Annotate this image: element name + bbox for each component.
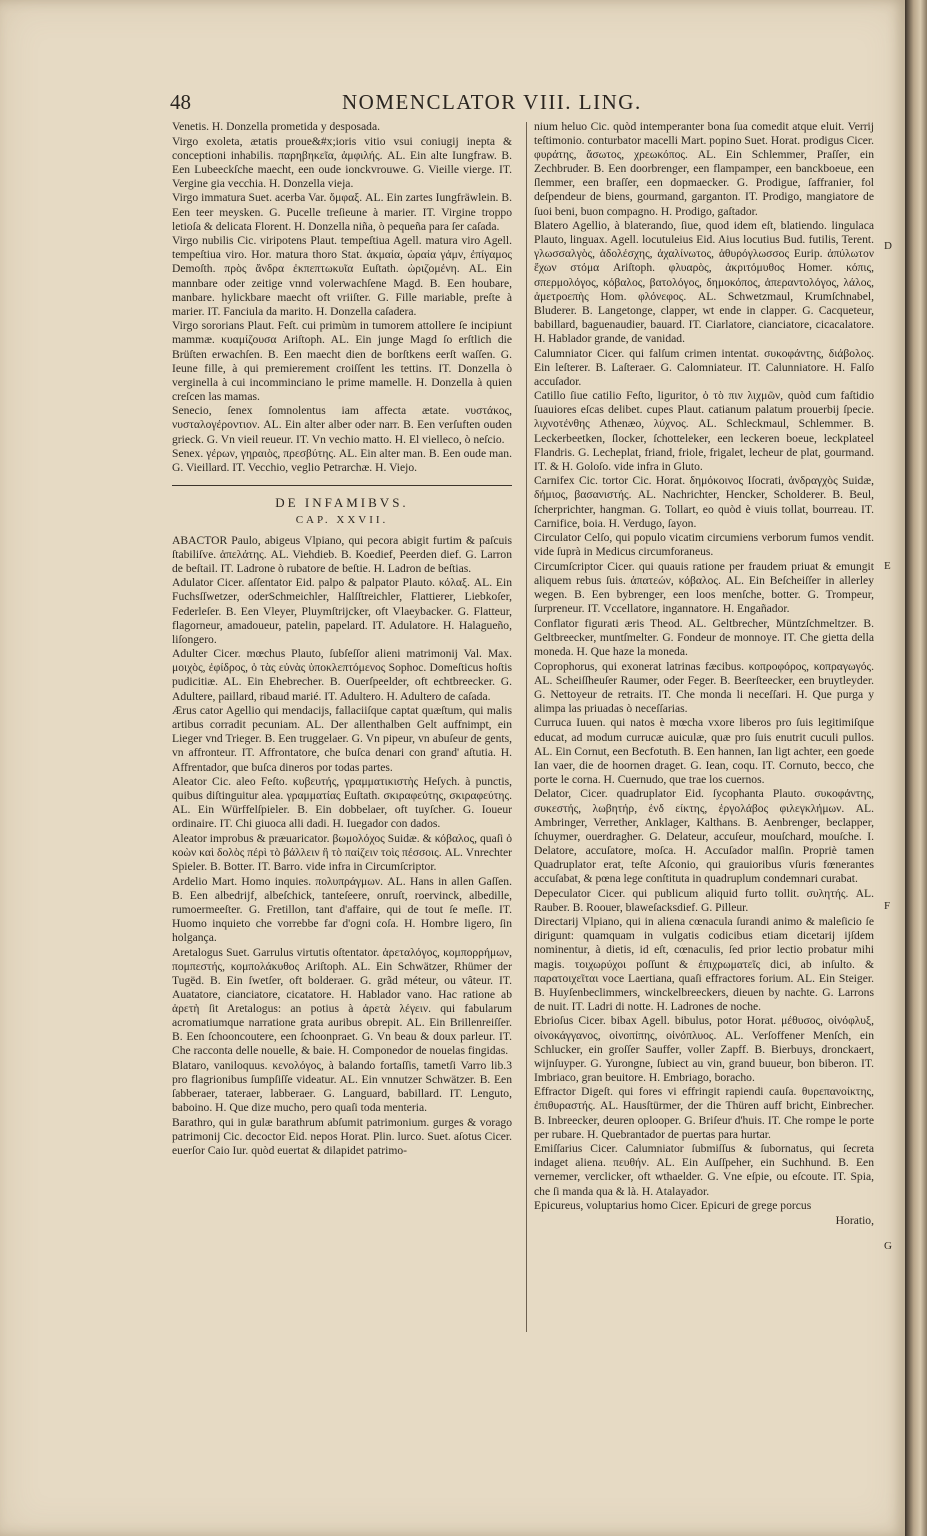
dictionary-entry: Aretalogus Suet. Garrulus virtutis oſtentator. ἀρεταλόγος, κομπορρήμων, πομπεστής, κομπολάκυθος Ariſtoph. AL. Ein Schwätzer, Rhümer der Tugëd. B. Ein ſwetſer, oft bolderaer. G. grãd méteur, ou vâteur. IT. Auatatore, cianciatore, cicatatore. H. Hablador vano. Hac ratione ab ἀρετὴ ſit Aretalogus: an potius à ἀρετὰ λέγειν. qui fabularum acromatiumque narratione grata auribus obrepit. AL. Ein Brillenreiſſer. B. Een ſchooncoutere, een ſchoonpraet. G. Vn beau & doux parleur. IT. Che racconta delle nouelle, & baie. H. Componedor de nouelas fingidas. xyxy=(172,945,512,1058)
dictionary-entry: Conflator figurati æris Theod. AL. Geltbrecher, Müntzſchmeltzer. B. Geltbreecker, muntſmelter. G. Fondeur de monnoye. IT. Che gietta della moneda. H. Que haze la moneda. xyxy=(534,616,874,658)
left-column xyxy=(172,120,512,1159)
section-rule xyxy=(172,485,512,486)
dictionary-entry: Ardelio Mart. Homo inquies. πολυπράγμων. AL. Hans in allen Gaſſen. B. Een albedrijf, albeſchick, tanteſeere, onruſt, roervinck, albedille, rumoermeeſter. G. Fretillon, tant d'affaire, qui de tout ſe meſle. IT. Huomo inquieto che vorrebbe far d'ogni coſa. H. Hombre ligero, ſin holgança. xyxy=(172,874,512,945)
dictionary-entry: Circumſcriptor Cicer. qui quauis ratione per fraudem priuat & emungit aliquem rebus ſuis. ἀπατεών, κόβαλος. AL. Ein Beſcheiſſer in allerley wegen. B. Een bybrenger, een loos menſche, botter. G. Trompeur, ſurpreneur. IT. Vccellatore, ingannatore. H. Engañador. xyxy=(534,559,874,616)
dictionary-entry: Aleator improbus & præuaricator. βωμολόχος Suidæ. & κόβαλος, quaſi ὁ κοὼν καὶ δολὸς πέρὶ τὸ βάλλειν ἢ τὸ παίζειν τοὶς πέσσοις. AL. Vnrechter Spieler. B. Botter. IT. Barro. vide infra in Circumſcriptor. xyxy=(172,832,512,874)
dictionary-entry: nium heluo Cic. quòd intemperanter bona ſua comedit atque eluit. Verrij teſtimonio. conturbator macelli Mart. popino Suet. Horat. prodigus Cicer. φυράτης, ἄσωτος, χρεωκόπος. AL. Ein Schlemmer, Praſſer, ein Zechbruder. B. Een doorbrenger, een flampamper, een banckboeue, een ſlemmer, een braſſer, een dopmaecker. G. Prodigue, ſaffranier, fol deſpendeur de biens, gourmand, garganton. IT. Prodigo, mangiatore de ſuoi beni, buon compagno. H. Prodigo, gaſtador. xyxy=(534,120,874,218)
dictionary-entry: Virgo nubilis Cic. viripotens Plaut. tempeſtiua Agell. matura viro Agell. tempeſtiua viro. Hor. matura thoro Stat. ἀκμαία, ὡραία γάμν, ἐπίγαμος Demoſth. πρὸς ἄνδρα ἐκπεπτωκυῖα Euſtath. ὡριζομένη. AL. Ein mannbare oder zeitige vnnd volerwachſene Magd. B. Een houbare, manbare. hylickbare maecht oft vriiſter. G. Fille mariable, preſte à marier. IT. Fanciula da marito. H. Donzella caſadera. xyxy=(172,234,512,318)
dictionary-entry: Epicureus, voluptarius homo Cicer. Epicuri de grege porcus xyxy=(534,1199,812,1213)
running-title: NOMENCLATOR VIII. LING. xyxy=(342,90,642,114)
dictionary-entry: Adulter Cicer. mœchus Plauto, ſubſeſſor alieni matrimonij Val. Max. μοιχὸς, ἐφίδρος, ὁ τὰς εὐνὰς ὑποκλεπτόμενος Sophoc. Domeſticus hoſtis pudicitiæ. AL. Ein Ehebrecher. B. Ouerſpeelder, oft echtbreecker. G. Adultere, paillard, ribaud marié. IT. Adultero. H. Adultero de caſada. xyxy=(172,647,512,703)
dictionary-entry: Adulator Cicer. aſſentator Eid. palpo & palpator Plauto. κόλαξ. AL. Ein Fuchsſſwetzer, oderSchmeichler, Halſſtreichler, Flattierer, Liebkoſer, Federleſer. B. Een Vleyer, Pluymſtrijcker, oft Vlaeybacker. G. Flatteur, flagorneur, amadoueur, patelin, papelard. IT. Adulatore. H. Halagueño, liſongero. xyxy=(172,576,512,646)
margin-letter: E xyxy=(884,560,891,572)
dictionary-entry: Emiſſarius Cicer. Calumniator ſubmiſſus & ſubornatus, qui ſecreta indaget aliena. πευθήν. AL. Ein Auſſpeher, ein Suchhund. B. Een vernemer, verclicker, oft wthaelder. G. Vne eſpie, ou eſcoute. IT. Spia, che ſi manda qua & là. H. Atalayador. xyxy=(534,1142,874,1198)
dictionary-entry: Ebrioſus Cicer. bibax Agell. bibulus, potor Horat. μέθυσος, οἰνόφλυξ, οἰνοκάγγανος, οἰνοπίπης, οἰνόπλυος. AL. Verſoffener Menſch, ein Schlucker, ein groſſer Sauffer, voller Zapff. B. Bierbuys, dronckaert, wijnſuyper. G. Yurongne, ſubiect au vin, grand buueur, bon biberon. IT. Imbriaco, gran beuitore. H. Embriago, boracho. xyxy=(534,1014,874,1084)
catchword: Horatio, xyxy=(835,1213,874,1227)
dictionary-entry: Venetis. H. Donzella prometida y desposada. xyxy=(172,120,380,133)
column-divider xyxy=(526,122,527,1332)
dictionary-entry: Ærus cator Agellio qui mendacijs, fallaciiſque captat quæſtum, qui malis artibus corradit pecuniam. AL. Der allenthalben Gelt auffnimpt, ein Lieger vnd Trieger. B. Een truggelaer. G. Vn pipeur, vn abuſeur de gents, vn affronteur. IT. Affrontatore, che buſca denari con grand' aſtutia. H. Affrentador, que buſca dineros por todas partes. xyxy=(172,704,512,774)
dictionary-entry: Delator, Cicer. quadruplator Eid. ſycophanta Plauto. συκοφάντης, συκεστής, λωβητήρ, ἐνδ είκτης, ἐργολάβος φιλεγκλήμων. AL. Ambringer, Verrether, Anklager, Kalthans. B. Aenbrenger, beclapper, ſchuymer, ouerdragher. G. Delateur, accuſeur, mouſchard, mouſche. I. Delatore, accuſatore, moſca. H. Accuſador malſin. Propriè tamen Quadruplator erat, teſte Aſconio, qui grauioribus vſuris fœnerantes accuſabat, & pœna lege conſtituta in quadruplum condemnari curabat. xyxy=(534,787,874,885)
left-entries-bottom xyxy=(172,534,512,1159)
dictionary-entry: ABACTOR Paulo, abigeus Vlpiano, qui pecora abigit furtim & paſcuis ſtabiliſve. ἀπελάτης. AL. Viehdieb. B. Koedief, Peerden dief. G. Larron de beſtail. IT. Ladrone ò rubatore de beſtie. H. Ladron de beſtias. xyxy=(172,533,512,575)
margin-letter: D xyxy=(884,240,892,252)
section-title: DE INFAMIBVS. xyxy=(275,495,409,511)
dictionary-entry: Aleator Cic. aleo Feſto. κυβευτής, γραμματικιστὴς Heſych. à punctis, quibus diſtinguitur alea. γραμματίας Euſtath. σκιραφεύτης, σκιραφεύτης. AL. Ein Würffelſpieler. B. Ein dobbelaer, oft tuyſcher. G. Ioueur ordinaire. IT. Chi giuoca alli dadi. H. Iuegador con dados. xyxy=(172,775,512,831)
right-column xyxy=(534,120,874,1228)
dictionary-entry: Calumniator Cicer. qui falſum crimen intentat. συκοφάντης, διάβολος. Ein leſterer. B. Laſteraer. G. Calomniateur. IT. Calunniatore. H. Falſo accuſador. xyxy=(534,346,874,388)
dictionary-entry: Blataro, vaniloquus. κενολόγος, à balando fortaſſis, tametſi Varro lib.3 pro flagrionibus ſumpſiſſe videatur. AL. Ein vnnutzer Schwätzer. B. Een ſabberaer, tateraer, labberaer. G. Languard, babillard. IT. Lenguto, baboino. H. Que dize mucho, pero quaſi toda menteria. xyxy=(172,1059,512,1115)
dictionary-entry: Carnifex Cic. tortor Cic. Horat. δημόκοινος Iſocrati, ἀνδραγχὸς Suidæ, δήμιος, βασανιστής. AL. Nachrichter, Hencker, Scholderer. B. Beul, ſcherprichter, hangman. G. Tollart, eo quòd è viuis tollat, bourreau. IT. Carnifice, boia. H. Verdugo, ſayon. xyxy=(534,474,874,530)
page-header xyxy=(170,88,725,120)
dictionary-entry: Catillo ſiue catilio Feſto, liguritor, ὁ τὸ πιν λιχμῶν, quòd cum faſtidio ſuauiores eſcas delibet. cupes Plaut. catianum palatum prouerbij ſpecie. λιχνοτένθης Athenæo, λύχνος. AL. Schleckmaul, Schlemmer. B. Leckerbeetken, ſlocker, ſchotteleker, een leckeren boeue, leckplateel Flandris. G. Lecheplat, friand, friole, frigalet, lecheur de plat, gourmand. IT. & H. Goloſo. vide infra in Gluto. xyxy=(534,389,874,473)
dictionary-entry: Coprophorus, qui exonerat latrinas fæcibus. κοπροφόρος, κοπραγωγός. AL. Scheiſſheuſer Raumer, oder Feger. B. Beerſteecker, een bruytleyder. G. Nettoyeur de retraits. IT. Che monda li neceſſari. H. Que purga y alimpa las priuadas ò neceſſarias. xyxy=(534,659,874,715)
dictionary-entry: Senex. γέρων, γηραιὸς, πρεσβύτης. AL. Ein alter man. B. Een oude man. G. Vieillard. IT. Vecchio, veglio Petrarchæ. H. Viejo. xyxy=(172,447,512,475)
left-entries-top xyxy=(172,120,512,475)
page-edge xyxy=(905,0,927,1536)
right-entries xyxy=(534,120,874,1213)
page-number: 48 xyxy=(170,90,191,114)
dictionary-entry: Barathro, qui in gulæ barathrum abſumit patrimonium. gurges & vorago patrimonij Cic. decoctor Eid. nepos Horat. Plin. lurco. Suet. aſotus Cicer. euerſor Caio Iur. quòd euertat & dilapidet patrimo- xyxy=(172,1115,512,1158)
dictionary-entry: Senecio, ſenex ſomnolentus iam affecta ætate. νυστάκος, νυσταλογέροντιον. AL. Ein alter alber oder narr. B. Een verſuften ouden grieck. G. Vn vieil reueur. IT. Vn vechio matto. H. El vielleco, ò neſcio. xyxy=(172,404,512,446)
dictionary-entry: Virgo immatura Suet. acerba Var. ὄμφαξ. AL. Ein zartes Iungfräwlein. B. Een teer meysken. G. Pucelle treſieune à marier. IT. Virgine troppo letioſa & delicata Florent. H. Donzella niña, ò pequeña para ſer caſada. xyxy=(172,191,512,233)
section-chapter: CAP. XXVII. xyxy=(295,514,389,527)
dictionary-entry: Virgo exoleta, ætatis proue&#x;ioris vitio vsui coniugij inepta & conceptioni inhabilis. παρηβηκεῖα, ἀμφιλής. AL. Ein alte Iungfraw. B. Een Lubeeckſche maecht, een oude ionckvrouwe. G. Vieille vierge. IT. Vergine gia vecchia. H. Donzella vieja. xyxy=(172,134,512,190)
dictionary-entry: Depeculator Cicer. qui publicum aliquid furto tollit. συλητής. AL. Rauber. B. Roouer, blaweſacksdief. G. Pilleur. xyxy=(534,886,874,914)
dictionary-entry: Virgo sororians Plaut. Feſt. cui primùm in tumorem attollere ſe incipiunt mammæ. κυαμίζουσα Ariſtoph. AL. Ein junge Magd ſo erſtlich die Brüſten erwachſen. B. Een maecht dien de borſtkens eerſt waſſen. G. Ieune fille, à qui premierement croiſſent les tettins. IT. Donzella ò verginella à cui incomminciano le prime mamelle. H. Donzella à quien creſcen las mamas. xyxy=(172,319,512,403)
dictionary-entry: Circulator Celſo, qui populo vicatim circumiens verborum fumos vendit. vide ſuprà in Medicus circumforaneus. xyxy=(534,531,874,559)
margin-letter: G xyxy=(884,1240,892,1252)
dictionary-entry: Effractor Digeſt. qui fores vi effringit rapiendi cauſa. θυρεπανοίκτης, ἐπιθυραστής. AL. Hausſtürmer, der die Thüren auff bricht, Einbrecher. B. Inbreecker, deuren oplooper. G. Briſeur d'huis. IT. Che rompe le porte per rubare. H. Quebrantador de puertas para hurtar. xyxy=(534,1085,874,1141)
margin-letter: F xyxy=(884,900,891,912)
dictionary-entry: Directarij Vlpiano, qui in aliena cœnacula ſurandi animo & maleſicio ſe dirigunt: quamquam in vulgatis codicibus etiam dicetarij ijſdem nominentur, à dietis, id eſt, cœnaculis, ſed prior lectio probatur mihi magis. τοιχωρύχοι poſſunt & ἐπιχρωματεῖς dici, ab inſulto. & παρατοιχεῖται voce Laertiana, quaſi effractores forium. AL. Ein Steiger. B. Huyſenbeclimmers, winckelbreeckers, dieuen by nachte. G. Larrons de nuit. IT. Ladri di notte. H. Ladrones de noche. xyxy=(534,915,874,1013)
dictionary-entry: Curruca Iuuen. qui natos è mœcha vxore liberos pro ſuis legitimiſque educat, ad modum currucæ auiculæ, quæ pro ſuis enutrit cuculi pullos. AL. Ein Cornut, een Becfotuth. B. Een hannen, Ian ligt achter, een goede Ian vaer, die de hoornen draget. G. Iean, coqu. IT. Cornuto, becco, che porte le corna. H. Cuernudo, que trae los cuernos. xyxy=(534,716,874,786)
dictionary-entry: Blatero Agellio, à blaterando, ſiue, quod idem eſt, blatiendo. lingulaca Plauto, linguax. Agell. locutuleius Eid. Aius locutius Bud. futilis, Terent. γλωσσαλγὸς, ἀδολέσχης, ἀχαλίνωτος, ἀθυρόγλωσσος Eurip. ἀπύλωτον ἔχων στόμα Ariſtoph. φλυαρὸς, ἀκριτόμυθος Homer. κόπις, σπερμολόγος, κόβαλος, βατολόγος, δημοκόπος, ἀπεραντολόγος, λάλος, ἀμετροεπὴς Hom. φλόνεφος. AL. Schwetzmaul, Krumſchnabel, Bluderer. B. Langetonge, clapper, wt ende in clapper. G. Cacqueteur, babillard, baguenaudier, bauard. IT. Ciarlatore, cianciatore, cicacalatore. H. Hablador grande, de vanidad. xyxy=(534,219,874,345)
